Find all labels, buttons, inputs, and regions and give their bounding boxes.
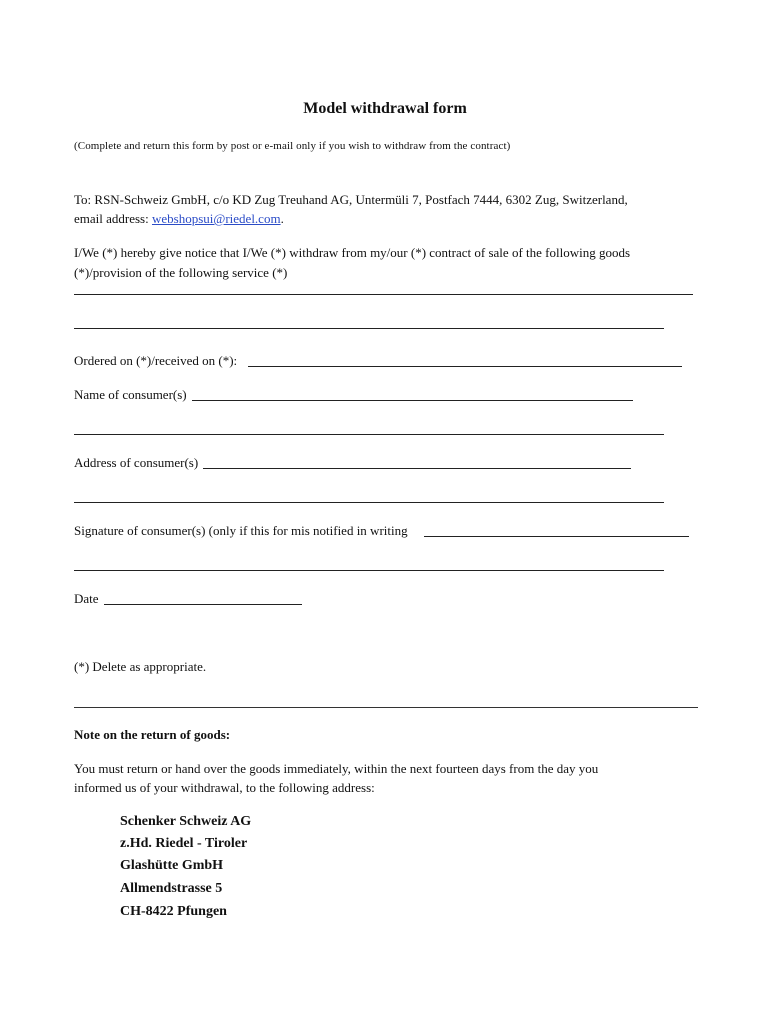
ordered-on-label: Ordered on (*)/received on (*): xyxy=(74,353,238,368)
return-note-heading: Note on the return of goods: xyxy=(74,727,231,742)
email-suffix: . xyxy=(280,211,284,226)
notice-line-2: (*)/provision of the following service (*) xyxy=(74,265,288,280)
email-link[interactable]: webshopsui@riedel.com xyxy=(151,211,281,226)
date-field[interactable] xyxy=(104,604,302,605)
section-divider xyxy=(74,707,698,708)
signature-label: Signature of consumer(s) (only if this for mis notified in writing xyxy=(74,523,408,538)
consumer-name-label: Name of consumer(s) xyxy=(74,387,187,402)
ordered-on-field[interactable] xyxy=(248,366,682,367)
consumer-name-field[interactable] xyxy=(74,434,664,435)
consumer-address-label: Address of consumer(s) xyxy=(74,455,199,470)
recipient-line-1: To: RSN-Schweiz GmbH, c/o KD Zug Treuhand AG, Untermüli 7, Postfach 7444, 6302 Zug, Switzerland, xyxy=(74,192,628,207)
email-label: email address: xyxy=(74,211,152,226)
return-address-line: Glashütte GmbH xyxy=(120,858,224,873)
delete-note: (*) Delete as appropriate. xyxy=(74,659,207,674)
return-address-line: CH-8422 Pfungen xyxy=(120,904,227,919)
form-instructions: (Complete and return this form by post or e-mail only if you wish to withdraw from the contract) xyxy=(74,140,511,152)
return-address-line: Allmendstrasse 5 xyxy=(120,881,223,896)
page-title: Model withdrawal form xyxy=(303,100,467,117)
notice-line-1: I/We (*) hereby give notice that I/We (*) withdraw from my/our (*) contract of sale of the following goods xyxy=(74,245,631,260)
consumer-address-field[interactable] xyxy=(203,468,631,469)
return-address-line: z.Hd. Riedel - Tiroler xyxy=(120,836,248,851)
consumer-address-field[interactable] xyxy=(74,502,664,503)
consumer-name-field[interactable] xyxy=(192,400,633,401)
recipient-line-2 xyxy=(74,209,284,228)
return-note-text-line-1: You must return or hand over the goods immediately, within the next fourteen days from the day you xyxy=(74,761,599,776)
return-note-text-line-2: informed us of your withdrawal, to the following address: xyxy=(74,780,375,795)
goods-blank-line[interactable] xyxy=(74,294,693,295)
goods-blank-line[interactable] xyxy=(74,328,664,329)
return-address-line: Schenker Schweiz AG xyxy=(120,814,252,829)
date-label: Date xyxy=(74,591,99,606)
signature-field[interactable] xyxy=(424,536,689,537)
signature-field[interactable] xyxy=(74,570,664,571)
